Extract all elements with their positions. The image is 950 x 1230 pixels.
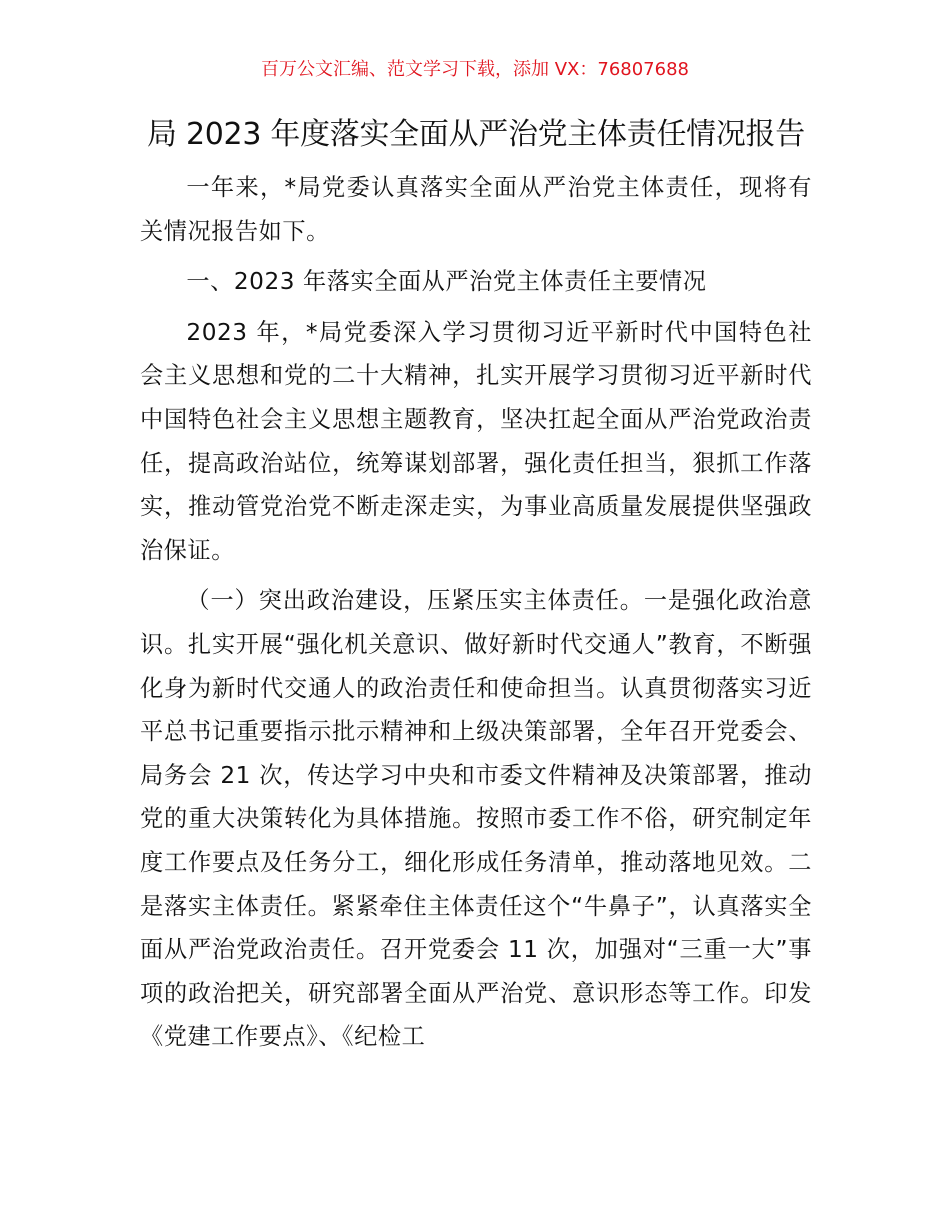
watermark-banner: 百万公文汇编、范文学习下载，添加 VX：76807688: [261, 59, 689, 80]
intro-paragraph: 一年来，*局党委认真落实全面从严治党主体责任，现将有关情况报告如下。: [140, 174, 812, 245]
section-heading-1: 一、2023 年落实全面从严治党主体责任主要情况: [186, 268, 707, 296]
body-paragraph-summary: 2023 年，*局党委深入学习贯彻习近平新时代中国特色社会主义思想和党的二十大精神，扎实开展学习贯彻习近平新时代中国特色社会主义思想主题教育，坚决扛起全面从严治党政治责任，提高政治站位，统筹谋划部署，强化责任担当，狠抓工作落实，推动管党治党不断走深走实，为事业高质量发展提供坚强政治保证。: [140, 318, 812, 564]
body-paragraph-political-construction: （一）突出政治建设，压紧压实主体责任。一是强化政治意识。扎实开展“强化机关意识、做好新时代交通人”教育，不断强化身为新时代交通人的政治责任和使命担当。认真贯彻落实习近平总书记重要指示批示精神和上级决策部署，全年召开党委会、局务会 21 次，传达学习中央和市委文件精神及决策部署，推动党的重大决策转化为具体措施。按照市委工作不俗，研究制定年度工作要点及任务分工，细化形成任务清单，推动落地见效。二是落实主体责任。紧紧牵住主体责任这个“牛鼻子”，认真落实全面从严治党政治责任。召开党委会 11 次，加强对“三重一大”事项的政治把关，研究部署全面从严治党、意识形态等工作。印发《党建工作要点》、《纪检工: [140, 587, 812, 1051]
document-title: 局 2023 年度落实全面从严治党主体责任情况报告: [147, 117, 805, 152]
document-page: [140, 112, 812, 1059]
